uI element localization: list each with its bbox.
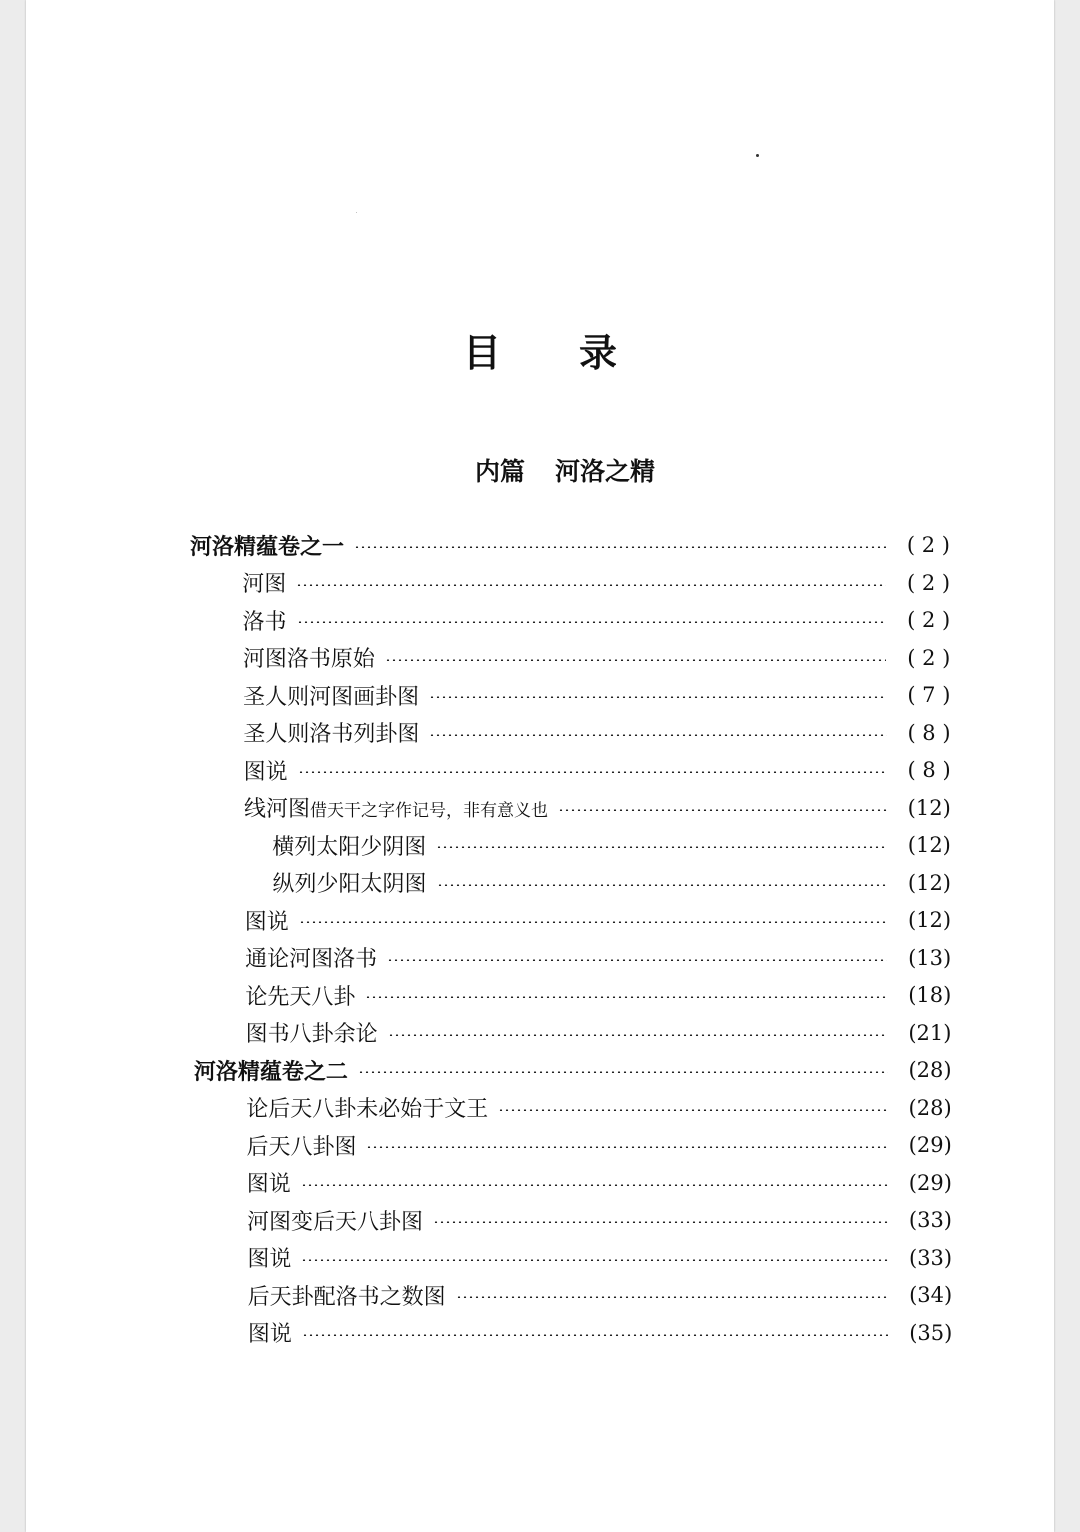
page-title (0, 322, 1080, 377)
dot-leader (365, 996, 887, 998)
section-heading (0, 452, 1080, 488)
toc-entry-title-text: 圣人则河图画卦图 (243, 684, 420, 710)
toc-entry-title (246, 1092, 498, 1123)
toc-entry-title-text: 图说 (243, 759, 288, 785)
toc-entry-title-text: 图说 (247, 1322, 292, 1347)
toc-entry-title (244, 755, 298, 786)
toc-entry[interactable] (245, 903, 951, 937)
toc-entry-title-text: 横列太阳少阴图 (272, 834, 427, 860)
dot-leader (354, 546, 886, 548)
toc-entry-title-text: 论后天八卦未必始于文王 (246, 1097, 489, 1122)
toc-entry[interactable] (248, 1316, 952, 1350)
toc-entry-page: ( 2 ) (907, 645, 951, 670)
toc-entry-title-text: 河洛精蕴卷之二 (193, 1058, 348, 1085)
toc-entry-page: (12) (907, 795, 951, 820)
toc-entry-page: (28) (908, 1058, 952, 1082)
toc-entry[interactable] (245, 941, 951, 975)
toc-entry-note: 借天干之字作记号，非有意义也 (309, 801, 548, 821)
toc-entry[interactable] (245, 978, 951, 1012)
toc-entry[interactable] (243, 678, 950, 712)
toc-entry-page: ( 7 ) (907, 683, 951, 707)
toc-entry-title (190, 530, 354, 561)
dot-leader (296, 584, 886, 586)
toc-entry-title (194, 1055, 358, 1086)
toc-entry-title-text: 图说 (244, 909, 289, 935)
toc-entry-title (243, 642, 385, 673)
toc-entry[interactable] (243, 603, 951, 637)
dot-leader (429, 734, 886, 736)
dot-leader (385, 659, 886, 661)
toc-entry-title (273, 867, 437, 898)
toc-entry[interactable] (242, 566, 950, 600)
toc-entry[interactable] (246, 1128, 951, 1162)
toc-entry-title-text: 河图洛书原始 (242, 647, 375, 672)
toc-entry-page: (28) (908, 1095, 952, 1120)
dot-leader (498, 1109, 887, 1111)
toc-entry[interactable] (194, 1053, 952, 1087)
toc-entry[interactable] (272, 828, 951, 862)
toc-entry-title-text: 图书八卦余论 (245, 1022, 378, 1047)
dot-leader (456, 1296, 889, 1298)
title-left-char: 目 (462, 330, 501, 375)
toc-entry-title (243, 680, 429, 711)
toc-entry-page: (29) (908, 1133, 952, 1157)
dot-leader (302, 1334, 888, 1336)
toc-entry-title-text: 图说 (246, 1172, 291, 1197)
toc-entry-title (243, 605, 297, 636)
toc-entry[interactable] (273, 866, 951, 900)
toc-entry-title (245, 980, 365, 1011)
toc-entry-title (248, 1280, 456, 1311)
section-heading-part: 内篇 (474, 457, 525, 486)
toc-entry[interactable] (244, 753, 951, 787)
toc-entry-page: ( 2 ) (906, 570, 951, 595)
toc-entry-page: (34) (909, 1283, 953, 1307)
toc-entry-title (245, 905, 299, 936)
toc-entry-title-text: 后天卦配洛书之数图 (247, 1284, 446, 1310)
toc-entry-page: ( 8 ) (907, 758, 951, 782)
toc-entry-page: (13) (908, 945, 952, 970)
toc-entry-title (272, 830, 436, 861)
toc-entry-title-text: 后天八卦图 (246, 1134, 357, 1160)
dot-leader (387, 959, 887, 961)
toc-entry[interactable] (246, 1016, 952, 1050)
toc-entry-title (243, 717, 429, 748)
toc-entry-title (245, 942, 387, 973)
toc-entry-title-text: 纵列少阳太阴图 (272, 872, 427, 897)
dot-leader (429, 696, 886, 698)
dot-leader (436, 846, 887, 848)
dot-leader (301, 1259, 888, 1261)
toc-entry-title (247, 1205, 433, 1236)
dot-leader (299, 921, 887, 923)
dot-leader (358, 1071, 888, 1073)
toc-entry-page: (12) (907, 833, 951, 857)
toc-entry[interactable] (248, 1278, 953, 1312)
dot-leader (301, 1184, 888, 1186)
dot-leader (297, 621, 887, 623)
dot-leader (437, 884, 887, 886)
toc-entry-title (242, 567, 296, 598)
toc-entry-title-text: 洛书 (242, 609, 287, 635)
toc-entry-page: ( 8 ) (907, 720, 951, 745)
title-right-char: 录 (579, 330, 618, 375)
toc-entry-page: (21) (908, 1020, 952, 1045)
toc-entry-page: (33) (909, 1245, 953, 1270)
toc-entry-page: (33) (908, 1208, 952, 1232)
scan-speck (356, 212, 357, 213)
toc-entry-page: (18) (908, 983, 952, 1007)
section-heading-name: 河洛之精 (555, 457, 656, 486)
toc-entry[interactable] (190, 528, 950, 562)
toc-entry[interactable] (246, 1091, 951, 1125)
toc-entry-title-text: 线河图 (243, 797, 310, 822)
toc-entry-title (248, 1317, 302, 1348)
toc-entry-title-text: 河图 (242, 572, 287, 597)
toc-entry-page: (12) (908, 908, 952, 932)
toc-entry-page: (29) (908, 1170, 952, 1195)
toc-entry-title (247, 1167, 301, 1198)
toc-entry-title (247, 1242, 301, 1273)
dot-leader (388, 1034, 888, 1036)
toc-entry-title (244, 792, 558, 823)
toc-entry[interactable] (247, 1203, 952, 1237)
toc-entry-title-text: 圣人则洛书列卦图 (243, 722, 420, 747)
toc-entry[interactable] (247, 1166, 952, 1200)
toc-entry-title (246, 1130, 366, 1161)
dot-leader (298, 771, 887, 773)
toc-entry-title-text: 河图变后天八卦图 (247, 1209, 424, 1235)
toc-entry[interactable] (247, 1241, 952, 1275)
dot-leader (558, 809, 887, 811)
toc-entry[interactable] (243, 716, 950, 750)
toc-entry-title (246, 1017, 388, 1048)
toc-entry-page: (12) (907, 870, 951, 895)
toc-entry-title-text: 通论河图洛书 (245, 947, 378, 972)
toc-entry-page: ( 2 ) (906, 533, 950, 557)
dot-leader (433, 1221, 888, 1223)
toc-entry[interactable] (244, 791, 951, 825)
dot-leader (366, 1146, 887, 1148)
toc-entry-title-text: 图说 (247, 1247, 292, 1272)
toc-entry-title-text: 论先天八卦 (245, 984, 356, 1010)
toc-entry[interactable] (243, 641, 950, 675)
scan-speck (756, 154, 759, 157)
toc-entry-title-text: 河洛精蕴卷之一 (190, 533, 345, 560)
toc-entry-page: ( 2 ) (907, 608, 951, 632)
toc-entry-page: (35) (909, 1320, 953, 1345)
